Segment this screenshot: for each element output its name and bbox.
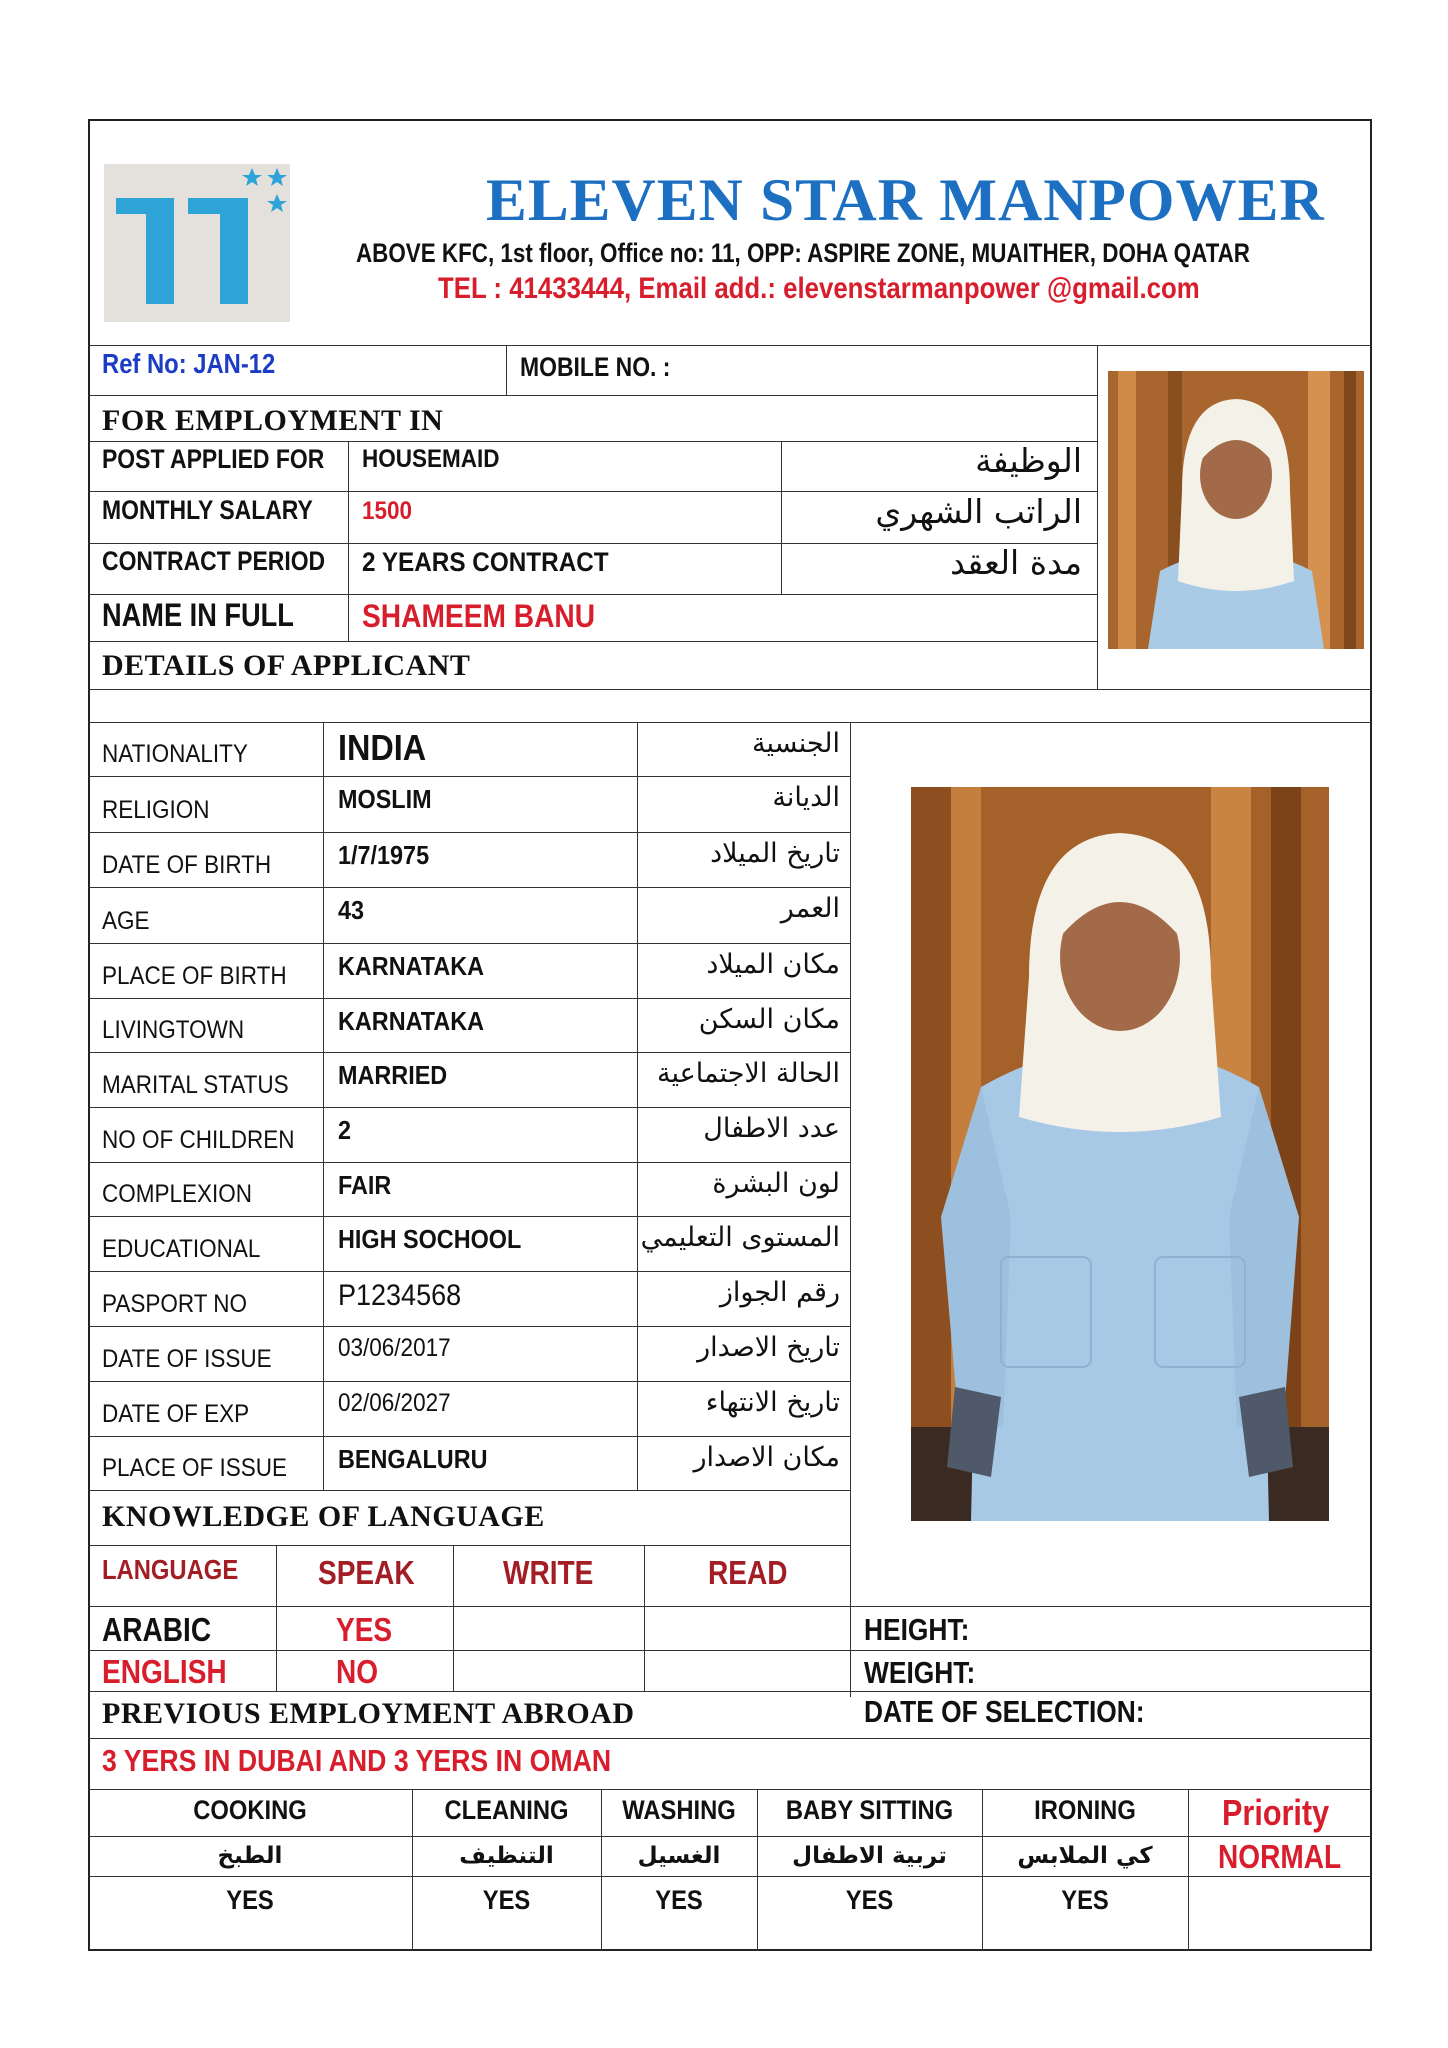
divider	[453, 1545, 454, 1691]
applicant-photo-large	[911, 787, 1329, 1521]
skill-name: CLEANING	[444, 1795, 569, 1825]
divider	[601, 1789, 602, 1951]
detail-label: AGE	[102, 907, 150, 935]
contract-value: 2 YEARS CONTRACT	[362, 547, 609, 577]
salary-label: MONTHLY SALARY	[102, 495, 313, 525]
divider	[88, 1738, 1372, 1739]
detail-arabic: تاريخ الميلاد	[710, 838, 840, 869]
divider	[88, 722, 1372, 723]
divider	[323, 722, 324, 1490]
details-heading: DETAILS OF APPLICANT	[102, 649, 471, 682]
divider	[757, 1789, 758, 1951]
mobile-label: MOBILE NO. :	[520, 352, 671, 382]
salary-value: 1500	[362, 497, 413, 525]
height-label: HEIGHT:	[864, 1612, 970, 1647]
salary-arabic: الراتب الشهري	[875, 492, 1082, 531]
detail-value: MARRIED	[338, 1060, 448, 1090]
divider	[88, 594, 1097, 595]
divider	[781, 441, 782, 594]
divider	[88, 1876, 1372, 1877]
detail-label: NO OF CHILDREN	[102, 1126, 295, 1154]
detail-arabic: المستوى التعليمي	[640, 1222, 840, 1253]
detail-value: 02/06/2027	[338, 1389, 451, 1417]
company-logo	[104, 164, 290, 322]
detail-label: PASPORT NO	[102, 1290, 248, 1318]
divider	[88, 1436, 850, 1437]
detail-label: DATE OF EXP	[102, 1400, 250, 1428]
detail-arabic: مكان الاصدار	[693, 1442, 840, 1473]
divider	[88, 1650, 850, 1651]
contract-label: CONTRACT PERIOD	[102, 546, 326, 576]
applicant-photo-small	[1108, 371, 1364, 649]
detail-label: LIVINGTOWN	[102, 1016, 245, 1044]
detail-arabic: الحالة الاجتماعية	[657, 1058, 840, 1089]
detail-value: KARNATAKA	[338, 951, 485, 981]
divider	[88, 1271, 850, 1272]
skill-arabic: الغسيل	[637, 1843, 721, 1869]
applicant-photo-graphic	[1108, 371, 1364, 649]
detail-arabic: الديانة	[772, 782, 840, 813]
detail-arabic: تاريخ الانتهاء	[705, 1387, 840, 1418]
divider	[276, 1545, 277, 1691]
divider	[88, 1162, 850, 1163]
detail-label: RELIGION	[102, 796, 210, 824]
skill-value: YES	[482, 1885, 531, 1915]
name-label: NAME IN FULL	[102, 597, 294, 633]
language-header-write: WRITE	[503, 1554, 594, 1591]
divider	[88, 1836, 1372, 1837]
skill-arabic: تربية الاطفال	[792, 1843, 947, 1869]
skill-value: YES	[655, 1885, 703, 1915]
skill-arabic: التنظيف	[459, 1843, 554, 1869]
language-header-speak: SPEAK	[318, 1554, 415, 1591]
divider	[1097, 345, 1098, 689]
company-address: ABOVE KFC, 1st floor, Office no: 11, OPP: ASPIRE ZONE, MUAITHER, DOHA QATAR	[356, 238, 1250, 268]
divider	[348, 441, 349, 641]
divider	[88, 1606, 1372, 1607]
detail-value: 2	[338, 1115, 352, 1145]
divider	[88, 1545, 850, 1546]
detail-value: KARNATAKA	[338, 1006, 485, 1036]
language-header-read: READ	[708, 1554, 788, 1591]
divider	[88, 1490, 850, 1491]
divider	[88, 543, 1097, 544]
selection-label: DATE OF SELECTION:	[864, 1694, 1145, 1729]
skill-name: IRONING	[1034, 1795, 1136, 1825]
post-arabic: الوظيفة	[975, 441, 1082, 480]
detail-arabic: رقم الجواز	[719, 1277, 840, 1308]
detail-value: 03/06/2017	[338, 1334, 451, 1362]
divider	[637, 722, 638, 1490]
detail-value: FAIR	[338, 1170, 392, 1200]
detail-label: COMPLEXION	[102, 1180, 253, 1208]
detail-label: NATIONALITY	[102, 740, 248, 768]
employment-heading: FOR EMPLOYMENT IN	[102, 404, 444, 437]
detail-value: MOSLIM	[338, 784, 432, 814]
detail-label: MARITAL STATUS	[102, 1071, 289, 1099]
priority-value: NORMAL	[1218, 1838, 1342, 1875]
skill-value: YES	[845, 1885, 894, 1915]
divider	[88, 1789, 1372, 1790]
divider	[88, 776, 850, 777]
divider	[88, 1107, 850, 1108]
language-heading: KNOWLEDGE OF LANGUAGE	[102, 1500, 545, 1533]
weight-label: WEIGHT:	[864, 1655, 976, 1690]
ref-number: Ref No: JAN-12	[102, 348, 276, 379]
skill-value: YES	[226, 1885, 274, 1915]
divider	[850, 722, 851, 1697]
divider	[88, 395, 1097, 396]
language-english: ENGLISH	[102, 1653, 227, 1690]
divider	[88, 998, 850, 999]
detail-arabic: تاريخ الاصدار	[697, 1332, 840, 1363]
divider	[88, 1052, 850, 1053]
language-arabic: ARABIC	[102, 1611, 212, 1648]
detail-arabic: العمر	[780, 893, 840, 924]
contract-arabic: مدة العقد	[950, 543, 1082, 582]
previous-value: 3 YERS IN DUBAI AND 3 YERS IN OMAN	[102, 1743, 612, 1778]
detail-value: INDIA	[338, 727, 427, 768]
skill-arabic: كي الملابس	[1017, 1843, 1153, 1869]
divider	[1188, 1789, 1189, 1951]
divider	[88, 441, 1097, 442]
divider	[88, 689, 1372, 690]
detail-value: 1/7/1975	[338, 840, 430, 870]
divider	[88, 943, 850, 944]
divider	[506, 345, 507, 395]
detail-label: PLACE OF ISSUE	[102, 1454, 288, 1482]
divider	[88, 1326, 850, 1327]
language-header-language: LANGUAGE	[102, 1554, 239, 1585]
divider	[850, 1650, 1372, 1651]
detail-value: HIGH SOCHOOL	[338, 1224, 522, 1254]
detail-arabic: لون البشرة	[712, 1168, 840, 1199]
detail-value: BENGALURU	[338, 1444, 488, 1474]
divider	[644, 1545, 645, 1691]
skill-name: BABY SITTING	[785, 1795, 954, 1825]
priority-label: Priority	[1222, 1792, 1330, 1833]
company-name: ELEVEN STAR MANPOWER	[486, 167, 1325, 233]
divider	[88, 641, 1097, 642]
post-label: POST APPLIED FOR	[102, 444, 325, 474]
divider	[88, 345, 1372, 346]
skill-value: YES	[1061, 1885, 1109, 1915]
detail-arabic: الجنسية	[751, 728, 840, 759]
post-value: HOUSEMAID	[362, 445, 500, 473]
detail-value: P1234568	[338, 1279, 462, 1312]
detail-arabic: عدد الاطفال	[703, 1113, 840, 1144]
divider	[88, 832, 850, 833]
language-english-speak: NO	[336, 1653, 379, 1690]
applicant-photo-large-graphic	[911, 787, 1329, 1521]
detail-label: EDUCATIONAL	[102, 1235, 261, 1263]
detail-label: DATE OF ISSUE	[102, 1345, 272, 1373]
language-arabic-speak: YES	[336, 1611, 393, 1648]
name-value: SHAMEEM BANU	[362, 598, 596, 634]
skill-name: WASHING	[622, 1795, 736, 1825]
divider	[88, 1381, 850, 1382]
divider	[88, 887, 850, 888]
divider	[982, 1789, 983, 1951]
detail-arabic: مكان السكن	[698, 1004, 840, 1035]
detail-arabic: مكان الميلاد	[706, 949, 840, 980]
company-contact: TEL : 41433444, Email add.: elevenstarmanpower @gmail.com	[438, 272, 1200, 305]
detail-value: 43	[338, 895, 365, 925]
skill-name: COOKING	[193, 1795, 307, 1825]
logo-graphic	[104, 164, 290, 322]
previous-heading: PREVIOUS EMPLOYMENT ABROAD	[102, 1697, 635, 1730]
detail-label: DATE OF BIRTH	[102, 851, 272, 879]
divider	[88, 1216, 850, 1217]
detail-label: PLACE OF BIRTH	[102, 962, 287, 990]
divider	[88, 1691, 1372, 1692]
divider	[412, 1789, 413, 1951]
skill-arabic: الطبخ	[217, 1843, 283, 1869]
